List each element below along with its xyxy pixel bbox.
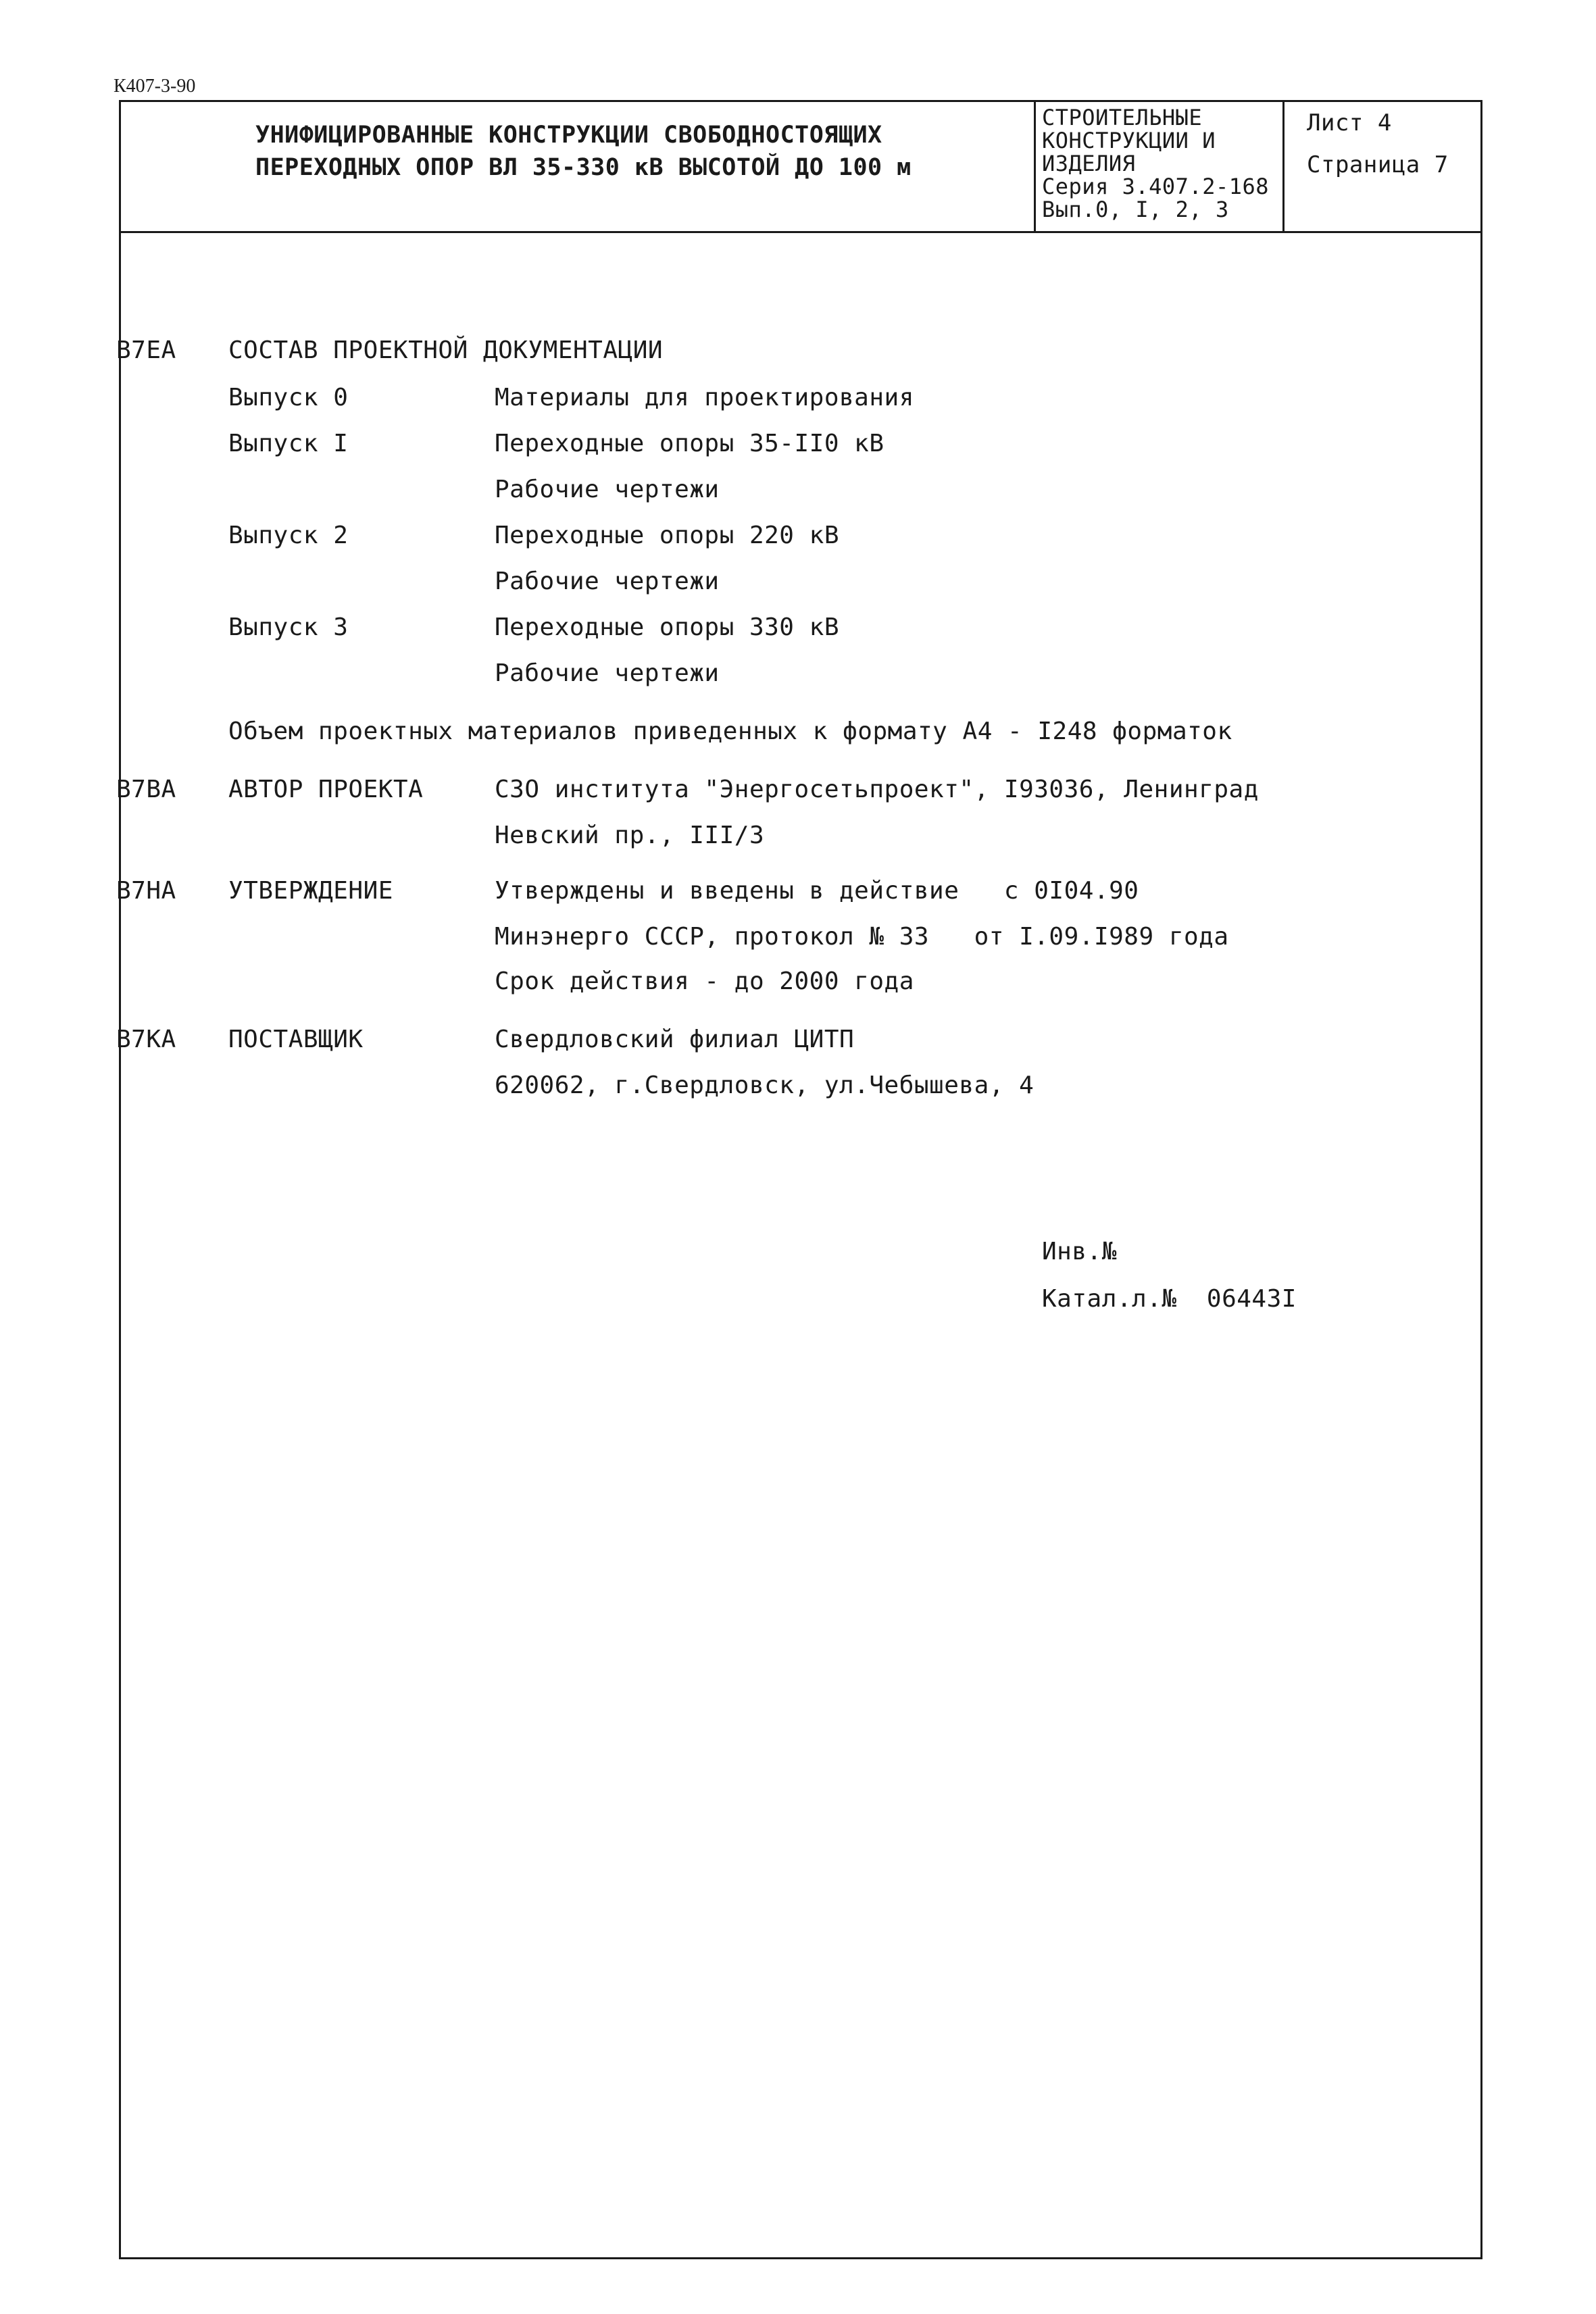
header-divider: [119, 231, 1482, 233]
page-number: Страница 7: [1307, 151, 1449, 178]
issue-label-3: Выпуск 3: [228, 613, 349, 641]
section-code-supplier: В7КА: [116, 1026, 176, 1053]
issue-desc-0-line-1: Материалы для проектирования: [495, 384, 914, 411]
category-line-3: ИЗДЕЛИЯ: [1042, 151, 1136, 176]
issue-label-0: Выпуск 0: [228, 384, 349, 411]
approval-label: УТВЕРЖДЕНИЕ: [228, 877, 393, 905]
issue-label-1: Выпуск I: [228, 430, 349, 457]
issue-desc-2-line-2: Рабочие чертежи: [495, 568, 720, 595]
header-col-divider-1: [1034, 100, 1036, 232]
series-number: Серия 3.407.2-168: [1042, 174, 1270, 199]
approval-line-3: Срок действия - до 2000 года: [495, 967, 914, 995]
author-line-1: СЗО института "Энергосетьпроект", I93036, Ленинград: [495, 776, 1259, 803]
sheet-number: Лист 4: [1307, 109, 1392, 136]
document-title-line-2: ПЕРЕХОДНЫХ ОПОР ВЛ 35-330 кВ ВЫСОТОЙ ДО 100 м: [255, 154, 912, 181]
category-line-1: СТРОИТЕЛЬНЫЕ: [1042, 105, 1203, 130]
issue-desc-1-line-2: Рабочие чертежи: [495, 476, 720, 503]
category-line-2: КОНСТРУКЦИИ И: [1042, 128, 1216, 153]
document-code: К407-3-90: [114, 76, 196, 97]
approval-line-2: Минэнерго СССР, протокол № 33 от I.09.I989 года: [495, 923, 1229, 951]
issue-desc-1-line-1: Переходные опоры 35-II0 кВ: [495, 430, 884, 457]
author-line-2: Невский пр., III/3: [495, 822, 765, 849]
issue-desc-3-line-1: Переходные опоры 330 кВ: [495, 613, 839, 641]
issue-label-2: Выпуск 2: [228, 522, 349, 549]
issue-desc-2-line-1: Переходные опоры 220 кВ: [495, 522, 839, 549]
header-col-divider-2: [1282, 100, 1285, 232]
supplier-line-2: 620062, г.Свердловск, ул.Чебышева, 4: [495, 1072, 1034, 1099]
issue-desc-3-line-2: Рабочие чертежи: [495, 659, 720, 687]
section-code-author: В7ВА: [116, 776, 176, 803]
composition-heading: СОСТАВ ПРОЕКТНОЙ ДОКУМЕНТАЦИИ: [228, 336, 664, 364]
page-frame: [119, 100, 1482, 2259]
section-code-composition: В7ЕА: [116, 336, 176, 364]
approval-line-1: Утверждены и введены в действие с 0I04.90: [495, 877, 1139, 905]
catalog-number: Катал.л.№ 06443I: [1042, 1285, 1297, 1313]
volume-note: Объем проектных материалов приведенных к формату А4 - I248 форматок: [228, 718, 1232, 745]
supplier-label: ПОСТАВЩИК: [228, 1026, 364, 1053]
issue-numbers: Вып.0, I, 2, 3: [1042, 197, 1229, 222]
supplier-line-1: Свердловский филиал ЦИТП: [495, 1026, 855, 1053]
section-code-approval: В7НА: [116, 877, 176, 905]
inventory-number: Инв.№: [1042, 1238, 1117, 1265]
document-title-line-1: УНИФИЦИРОВАННЫЕ КОНСТРУКЦИИ СВОБОДНОСТОЯЩИХ: [255, 122, 882, 149]
author-label: АВТОР ПРОЕКТА: [228, 776, 424, 803]
